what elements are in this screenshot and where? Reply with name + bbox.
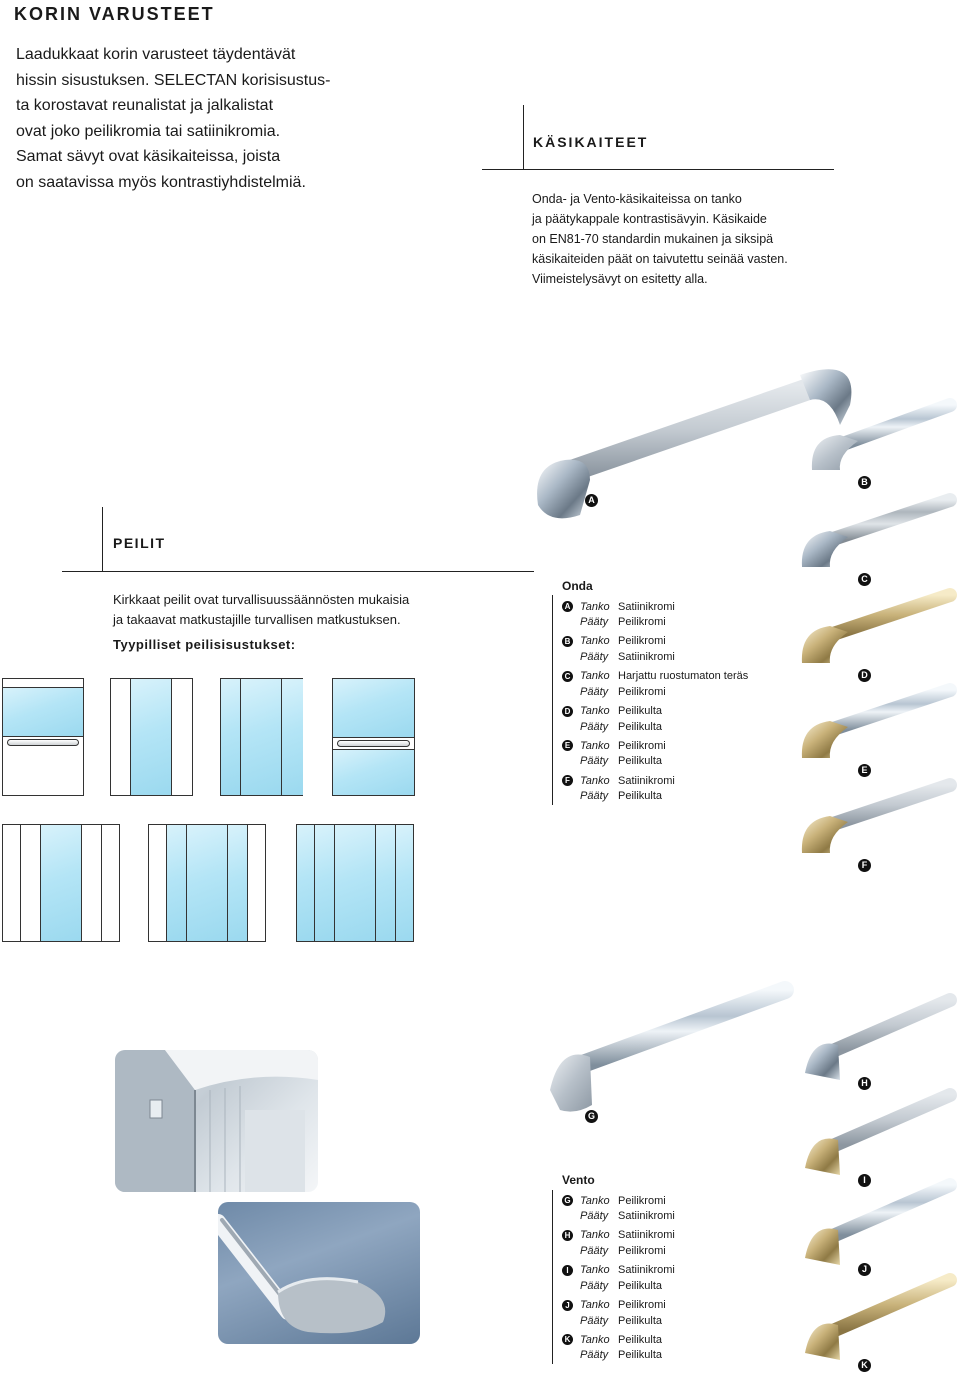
mirror-layout-4 (332, 678, 415, 796)
handrail-j (805, 1185, 950, 1265)
wall-panel (3, 825, 21, 941)
vento-heading: Vento (562, 1173, 595, 1187)
mirror-layout-3 (220, 678, 303, 796)
part-label: Tanko (580, 774, 610, 787)
finish-value: Satiinikromi (618, 1210, 675, 1223)
rail-label-b: B (858, 476, 871, 489)
part-label: Pääty (580, 720, 609, 733)
finish-value: Peilikromi (618, 685, 666, 698)
finish-code-badge: B (562, 636, 573, 647)
onda-finish-row (562, 774, 782, 805)
handrail-d (802, 595, 950, 663)
rail-label-a: A (585, 494, 598, 507)
finish-value: Peilikulta (618, 790, 663, 803)
mirror-panel (228, 825, 248, 941)
rail-label-c: C (858, 573, 871, 586)
finish-row-tanko (562, 1333, 782, 1349)
part-label: Tanko (580, 704, 610, 717)
finish-value: Satiinikromi (618, 600, 675, 613)
finish-value: Peilikromi (618, 1298, 666, 1311)
part-label: Pääty (580, 1279, 609, 1292)
finish-row-paaty (562, 754, 782, 770)
finish-value: Satiinikromi (618, 1264, 675, 1277)
kasikaiteet-line: ja päätykappale kontrastisävyin. Käsikaide (532, 212, 767, 226)
finish-row-tanko (562, 1228, 782, 1244)
part-label: Tanko (580, 670, 610, 683)
vento-finish-row (562, 1333, 782, 1364)
intro-line: ovat joko peilikromia tai satiinikromia. (16, 122, 281, 140)
mirror-panel (297, 825, 315, 941)
mirror-panel (221, 679, 241, 795)
onda-rows (562, 600, 782, 805)
wall-panel (82, 825, 102, 941)
finish-row-paaty (562, 720, 782, 736)
finish-code-badge: C (562, 671, 573, 682)
part-label: Tanko (580, 600, 610, 613)
wall-panel (102, 825, 119, 941)
finish-value: Peilikulta (618, 1333, 663, 1346)
section-divider (62, 571, 534, 572)
mirror-layout-6 (148, 824, 266, 942)
handrail-e (802, 690, 950, 758)
intro-text (16, 42, 376, 195)
onda-finish-row (562, 739, 782, 770)
wall-panel (149, 825, 167, 941)
finish-code-badge: A (562, 601, 573, 612)
page-title: KORIN VARUSTEET (14, 4, 215, 24)
finish-value: Peilikulta (618, 1349, 663, 1362)
finish-row-paaty (562, 1279, 782, 1295)
onda-finish-table (562, 579, 782, 808)
mirror-panel (396, 825, 413, 941)
finish-code-badge: K (562, 1334, 573, 1345)
finish-row-tanko (562, 739, 782, 755)
finish-code-badge: E (562, 740, 573, 751)
kasikaiteet-line: Viimeistelysävyt on esitetty alla. (532, 272, 708, 286)
part-label: Pääty (580, 1349, 609, 1362)
finish-row-paaty (562, 1314, 782, 1330)
finish-row-tanko (562, 1263, 782, 1279)
finish-row-tanko (562, 1194, 782, 1210)
mirror-layout-5 (2, 824, 120, 942)
handrail-c (802, 500, 950, 567)
kasikaiteet-line: on EN81-70 standardin mukainen ja siksipä (532, 232, 774, 246)
finish-value: Peilikulta (618, 704, 663, 717)
mirror-panel (333, 679, 414, 738)
finish-row-paaty (562, 1244, 782, 1260)
finish-code-badge: D (562, 706, 573, 717)
rail-label-i: I (858, 1174, 871, 1187)
handrail-k (805, 1280, 950, 1360)
finish-value: Peilikulta (618, 720, 663, 733)
section-divider (523, 105, 524, 170)
mirror-panel (335, 825, 376, 941)
finish-row-tanko (562, 600, 782, 616)
finish-code-badge: G (562, 1195, 573, 1206)
peilit-line: Kirkkaat peilit ovat turvallisuussäännösten mukaisia (113, 592, 410, 607)
mirror-panel (41, 825, 82, 941)
vento-table-rule (552, 1190, 553, 1364)
intro-line: Laadukkaat korin varusteet täydentävät (16, 46, 296, 63)
onda-finish-row (562, 669, 782, 700)
rail-label-j: J (858, 1263, 871, 1276)
mirror-panel (241, 679, 282, 795)
vento-finish-table (562, 1173, 782, 1368)
handrail-h (805, 1000, 950, 1080)
finish-value: Harjattu ruostumaton teräs (618, 670, 749, 683)
intro-line: on saatavissa myös kontrastiyhdistelmiä. (16, 173, 306, 191)
part-label: Pääty (580, 790, 609, 803)
finish-value: Satiinikromi (618, 774, 675, 787)
kasikaiteet-text (532, 189, 832, 289)
vento-rows (562, 1194, 782, 1364)
part-label: Pääty (580, 1314, 609, 1327)
finish-value: Peilikromi (618, 1244, 666, 1257)
finish-value: Peilikulta (618, 1279, 663, 1292)
part-label: Tanko (580, 1264, 610, 1277)
peilit-subheading: Tyypilliset peilisisustukset: (113, 637, 296, 652)
handrail-f (802, 785, 950, 853)
kasikaiteet-heading: KÄSIKAITEET (533, 134, 649, 150)
mirror-layout-7 (296, 824, 414, 942)
wall-panel (172, 679, 193, 795)
part-label: Tanko (580, 1333, 610, 1346)
part-label: Pääty (580, 685, 609, 698)
peilit-heading: PEILIT (113, 535, 166, 551)
finish-row-paaty (562, 1348, 782, 1364)
rail-label-k: K (858, 1359, 871, 1372)
part-label: Pääty (580, 755, 609, 768)
mirror-panel (3, 687, 83, 737)
elevator-interior-photo (115, 1050, 318, 1192)
rail-label-h: H (858, 1077, 871, 1090)
vento-finish-row (562, 1194, 782, 1225)
section-divider (482, 169, 834, 170)
wall-panel (111, 679, 131, 795)
vento-finish-row (562, 1263, 782, 1294)
handrail-a (537, 369, 851, 518)
finish-row-paaty (562, 615, 782, 631)
peilit-text (113, 590, 533, 630)
finish-value: Peilikromi (618, 616, 666, 629)
part-label: Tanko (580, 635, 610, 648)
mirror-layout-2 (110, 678, 193, 796)
finish-row-paaty (562, 685, 782, 701)
mirror-panel (131, 679, 172, 795)
mirror-panel (187, 825, 228, 941)
part-label: Pääty (580, 1244, 609, 1257)
finish-value: Peilikulta (618, 1314, 663, 1327)
onda-finish-row (562, 704, 782, 735)
finish-value: Peilikromi (618, 1194, 666, 1207)
rail-label-d: D (858, 669, 871, 682)
finish-row-tanko (562, 634, 782, 650)
rail-label-e: E (858, 764, 871, 777)
rail-label-f: F (858, 859, 871, 872)
finish-value: Peilikromi (618, 739, 666, 752)
vento-finish-row (562, 1298, 782, 1329)
finish-row-paaty (562, 650, 782, 666)
finish-value: Peilikromi (618, 635, 666, 648)
section-divider (102, 507, 103, 572)
finish-row-paaty (562, 789, 782, 805)
onda-table-rule (552, 595, 553, 805)
part-label: Tanko (580, 1298, 610, 1311)
intro-line: ta korostavat reunalistat ja jalkalistat (16, 97, 274, 114)
handrail-bar (7, 739, 79, 746)
rail-label-g: G (585, 1110, 598, 1123)
part-label: Pääty (580, 1210, 609, 1223)
finish-row-tanko (562, 1298, 782, 1314)
finish-code-badge: I (562, 1265, 573, 1276)
finish-code-badge: H (562, 1230, 573, 1241)
finish-code-badge: J (562, 1300, 573, 1311)
mirror-panel (282, 679, 303, 795)
finish-row-tanko (562, 704, 782, 720)
finish-row-tanko (562, 774, 782, 790)
kasikaiteet-line: Onda- ja Vento-käsikaiteissa on tanko (532, 192, 742, 206)
finish-value: Peilikulta (618, 755, 663, 768)
handrail-g (550, 990, 785, 1112)
part-label: Tanko (580, 1194, 610, 1207)
peilit-line: ja takaavat matkustajille turvallisen matkustuksen. (113, 612, 401, 627)
onda-finish-row (562, 634, 782, 665)
finish-row-tanko (562, 669, 782, 685)
onda-finish-row (562, 600, 782, 631)
handrail-bar (337, 740, 410, 747)
finish-row-paaty (562, 1209, 782, 1225)
handrail-b (812, 405, 950, 470)
part-label: Tanko (580, 739, 610, 752)
mirror-panel (167, 825, 187, 941)
finish-code-badge: F (562, 775, 573, 786)
handrail-closeup-drawing (218, 1202, 420, 1344)
part-label: Pääty (580, 650, 609, 663)
onda-heading: Onda (562, 579, 593, 593)
mirror-panel (315, 825, 335, 941)
mirror-panel (333, 749, 414, 795)
handrail-i (805, 1095, 950, 1175)
finish-value: Satiinikromi (618, 650, 675, 663)
part-label: Tanko (580, 1229, 610, 1242)
part-label: Pääty (580, 616, 609, 629)
handrail-closeup-photo (218, 1202, 420, 1344)
mirror-panel (376, 825, 396, 941)
wall-panel (21, 825, 41, 941)
intro-line: Samat sävyt ovat käsikaiteissa, joista (16, 148, 281, 165)
finish-value: Satiinikromi (618, 1229, 675, 1242)
intro-line: hissin sisustuksen. SELECTAN korisisustus- (16, 71, 331, 89)
mirror-layout-1 (2, 678, 84, 796)
vento-finish-row (562, 1228, 782, 1259)
elevator-interior-drawing (115, 1050, 318, 1192)
wall-panel (248, 825, 265, 941)
kasikaiteet-line: käsikaiteiden päät on taivutettu seinää vasten. (532, 252, 788, 266)
